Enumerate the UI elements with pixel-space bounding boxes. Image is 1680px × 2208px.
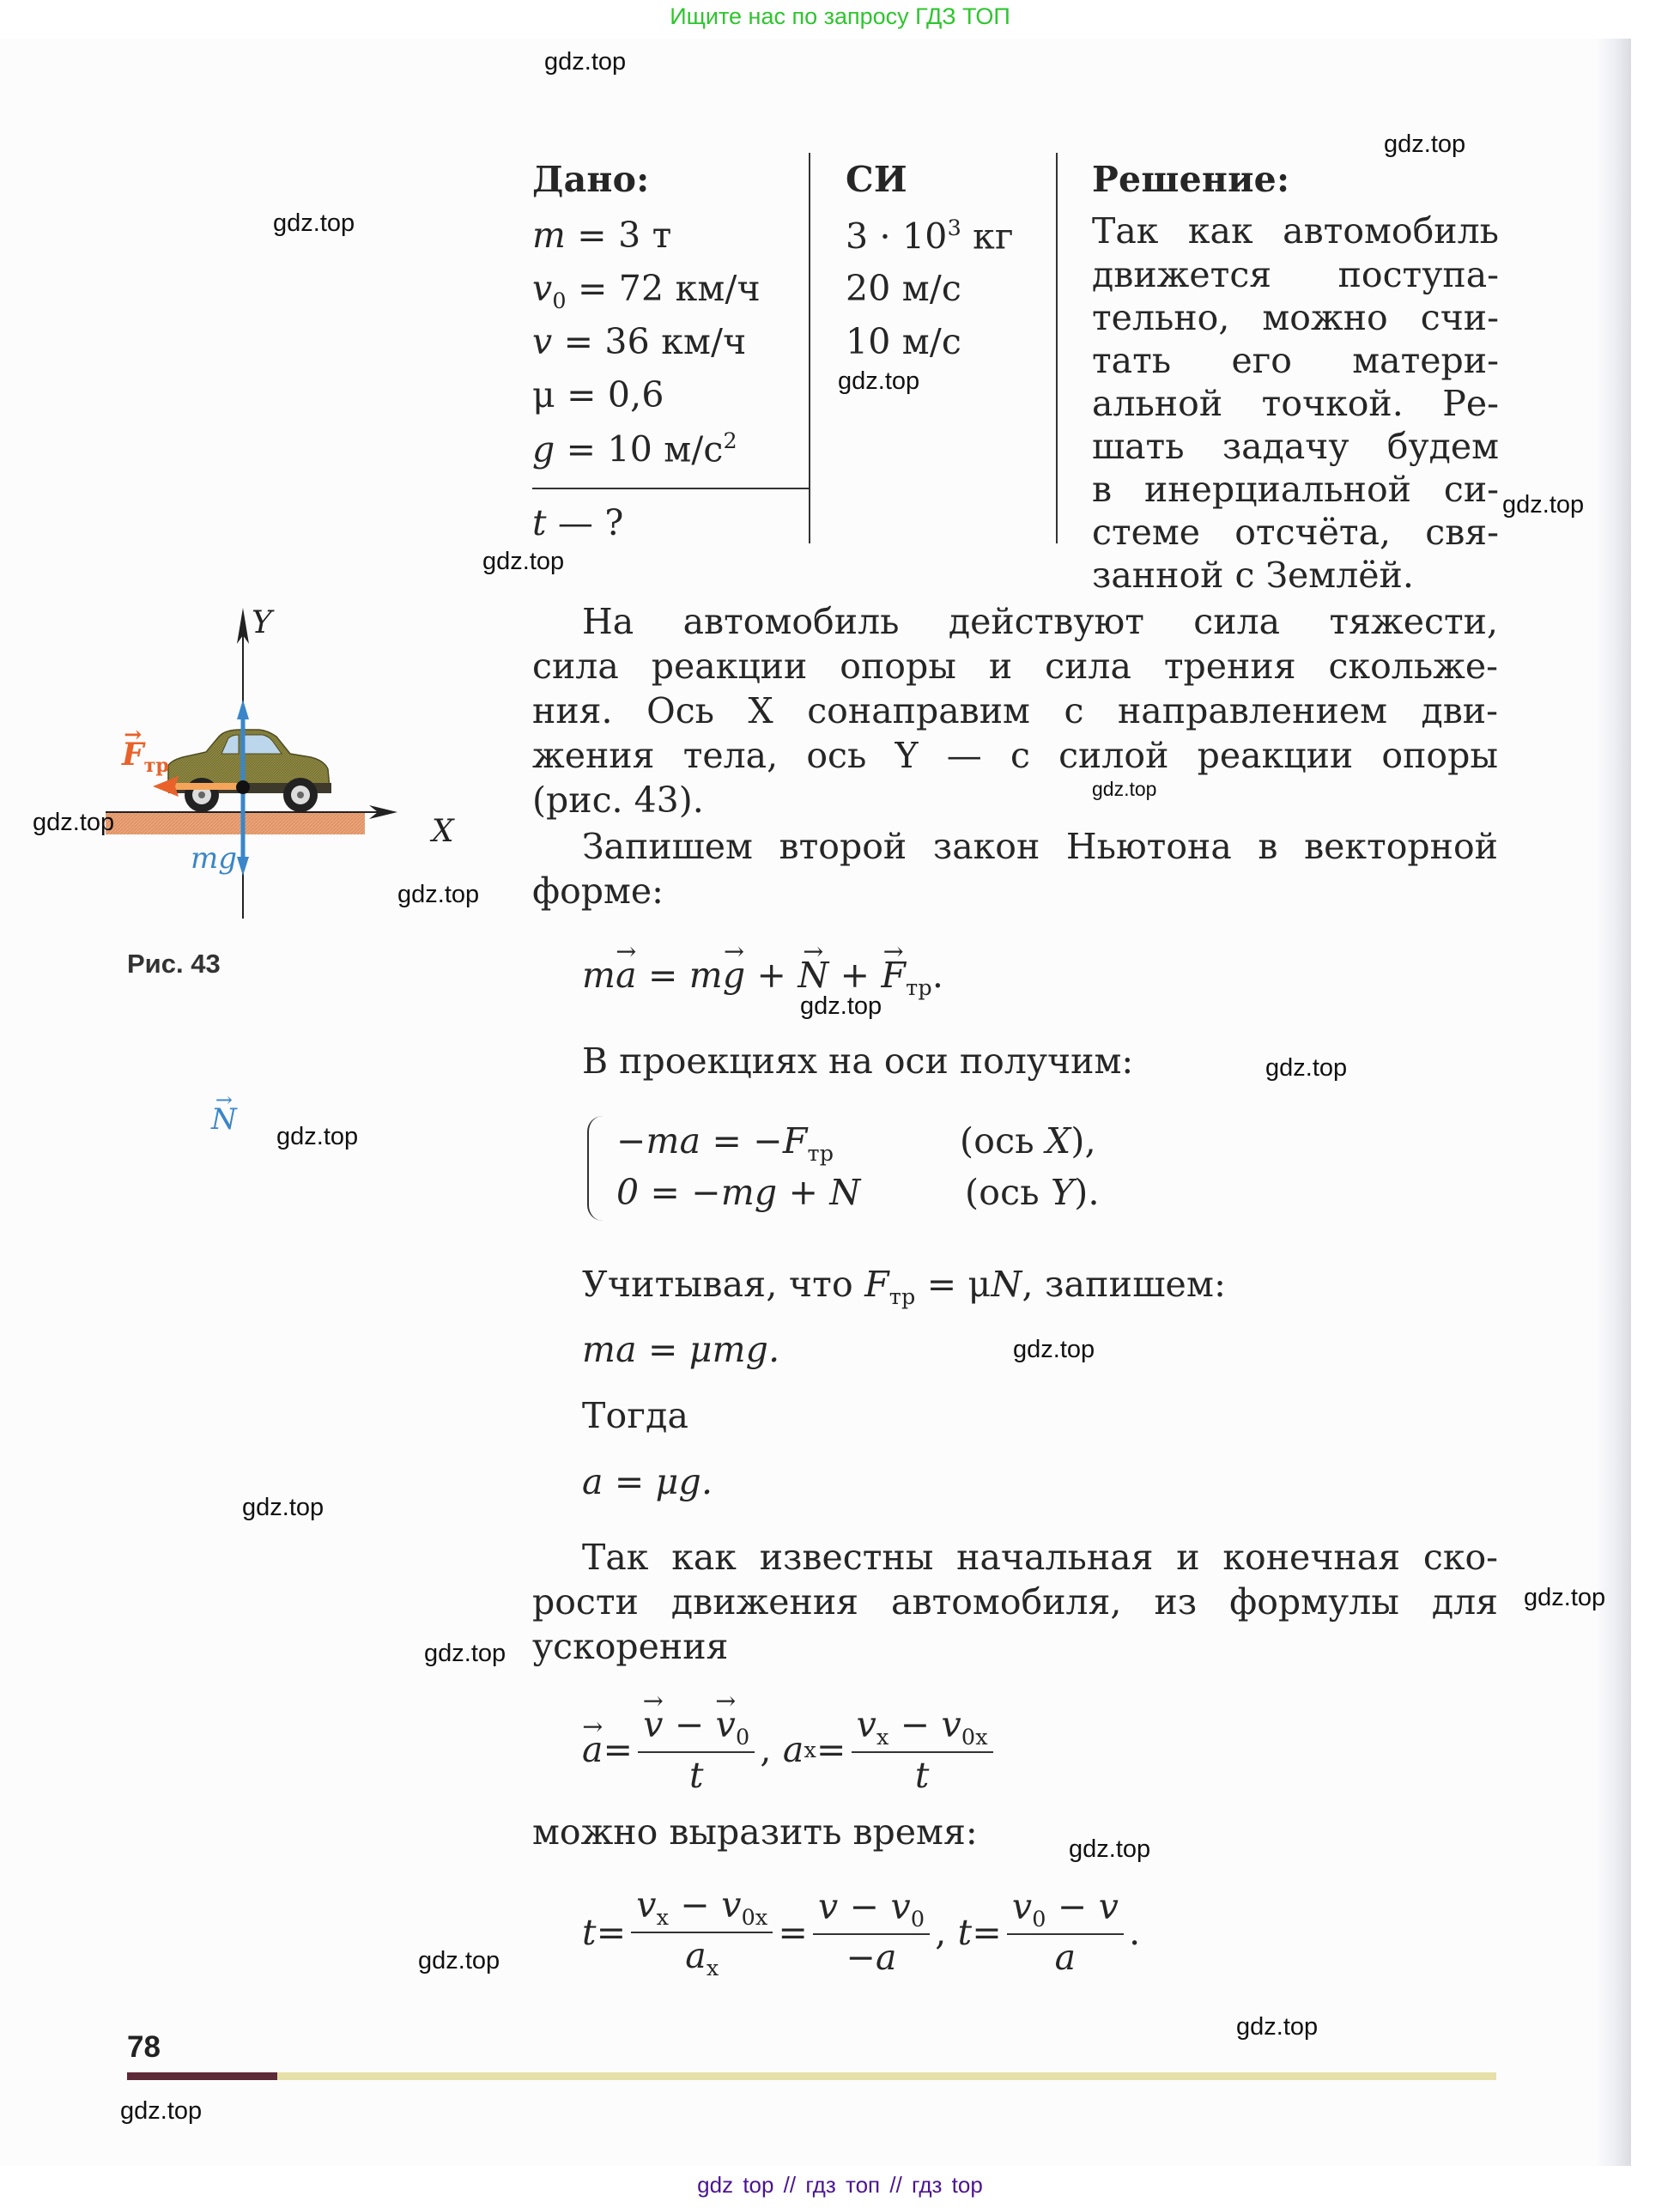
equation-y-axis-label: (ось Y). [965,1172,1100,1213]
paragraph-line: На автомобиль действуют сила тяжести, [582,601,1498,642]
solution-line: занной с Землёй. [1092,555,1414,596]
watermark: gdz.top [1502,491,1585,519]
solution-line: движется поступа- [1092,254,1499,295]
paragraph-line: сила реакции опоры и сила трения скольже- [532,646,1498,687]
watermark: gdz.top [1069,1835,1151,1863]
equation-ma: ma = μmg. [582,1329,780,1370]
paragraph-line: Запишем второй закон Ньютона в векторной [582,826,1498,867]
given-final-speed: v = 36 км/ч [532,321,747,362]
given-find: t — ? [532,502,624,543]
fraction: $\frac{v - v_0}{-a}$ [813,1886,930,1978]
normal-force-label: → N [211,1102,237,1137]
given-initial-speed: $v_0 = 72$ км/ч [532,268,761,313]
paragraph-line: ускорения [532,1626,729,1667]
equation-x-axis: $-ma = -F_{тр}$ [616,1120,834,1166]
paragraph-line: жения тела, ось Y — с силой реакции опоры [532,735,1498,776]
given-mass: m = 3 т [532,215,672,256]
paragraph-line: (рис. 43). [532,779,704,821]
watermark: gdz.top [418,1947,500,1974]
equation-a: a = μg. [582,1461,713,1502]
watermark: gdz.top [1265,1054,1348,1082]
equation-newton-vector: m→ a = m→ g + → N + → $F_{тр}$. [582,955,943,1000]
fraction: $\frac{v_x - v_{0x}}{a_x}$ [631,1884,773,1981]
solution-line: шать задачу будем [1092,426,1499,467]
car-icon [168,730,331,812]
friction-force-label: → $F_{тр}$ [122,737,169,777]
figure-caption: Рис. 43 [127,949,221,979]
watermark: gdz.top [33,809,115,836]
given-find-separator [532,488,809,489]
fraction: $\frac{v_x - v_{0x}}{t}$ [852,1704,993,1796]
gravity-force-label: mg [191,841,238,876]
given-friction-coef: μ = 0,6 [532,374,664,416]
fraction: $\frac{v_0 - v}{a}$ [1007,1886,1124,1978]
equation-acceleration: → a = → $\frac{v - \to v_0}{t}$ , a x = $\frac{v_x - v_{0x}}{t}$ [582,1704,998,1796]
given-gravity: g = 10 $м/с^2$ [532,428,737,470]
watermark: gdz.top [482,548,565,575]
si-title: СИ [846,159,907,200]
fraction: → $\frac{v - \to v_0}{t}$ [638,1704,755,1796]
system-brace [587,1116,608,1221]
page-bar-accent [127,2072,277,2080]
watermark: gdz.top [1384,130,1466,158]
watermark: gdz.top [120,2097,203,2125]
page-bar [277,2072,1496,2080]
y-axis-label: Y [252,605,272,640]
express-time-label: можно выразить время: [532,1811,978,1853]
ground [106,813,365,834]
page-number: 78 [127,2030,161,2064]
solution-line: тать его матери- [1092,340,1499,381]
solution-title: Решение: [1092,159,1290,200]
solution-line: Так как автомобиль [1092,210,1499,252]
watermark: gdz.top [397,881,480,908]
car-forces-diagram [0,584,532,996]
projections-label: В проекциях на оси получим: [582,1040,1134,1082]
solution-line: стеме отсчёта, свя- [1092,512,1499,553]
friction-force-arrow [172,783,243,790]
solution-line: в инерциальной си- [1092,469,1499,510]
given-title: Дано: [532,159,650,200]
equation-y-axis: 0 = −mg + N [616,1172,861,1213]
si-initial-speed: 20 м/с [846,268,962,309]
solution-line: альной точкой. Ре- [1092,383,1499,424]
paragraph-line: форме: [532,870,664,912]
considering-text: Учитывая, что $F_{тр} = \mu N$, запишем: [582,1264,1227,1309]
paragraph-line: Так как известны начальная и конечная ско- [582,1537,1498,1578]
then-label: Тогда [582,1395,689,1436]
solution-line: тельно, можно счи- [1092,297,1499,338]
watermark: gdz.top [1092,778,1157,800]
center-of-mass [236,780,250,794]
si-mass: $3 \cdot 10^3$ кг [846,215,1014,258]
watermark: gdz.top [424,1640,506,1667]
page-edge-shadow [1597,39,1631,2166]
watermark: gdz.top [273,209,355,237]
paragraph-line: рости движения автомобиля, из формулы для [532,1581,1498,1623]
footer-links[interactable]: gdz top // гдз топ // гдз top [697,2172,983,2198]
watermark: gdz.top [242,1494,324,1521]
equation-time: t = $\frac{v_x - v_{0x}}{a_x}$ = $\frac{v - v_0}{-a}$ , t = $\frac{v_0 - v}{a}$ . [582,1884,1141,1981]
paragraph-line: ния. Ось X сонаправим с направлением дви- [532,690,1498,731]
watermark: gdz.top [1524,1584,1606,1611]
watermark: gdz.top [1236,2013,1319,2041]
x-axis-label: X [432,814,454,849]
watermark: gdz.top [838,367,920,395]
watermark: gdz.top [276,1123,359,1150]
search-banner: Ищите нас по запросу ГДЗ ТОП [670,3,1010,29]
watermark: gdz.top [1013,1336,1095,1363]
table-divider-2 [1056,153,1058,543]
watermark: gdz.top [800,992,882,1020]
equation-x-axis-label: (ось X), [960,1120,1096,1162]
table-divider-1 [809,153,810,543]
si-final-speed: 10 м/с [846,321,962,362]
watermark: gdz.top [544,48,627,76]
